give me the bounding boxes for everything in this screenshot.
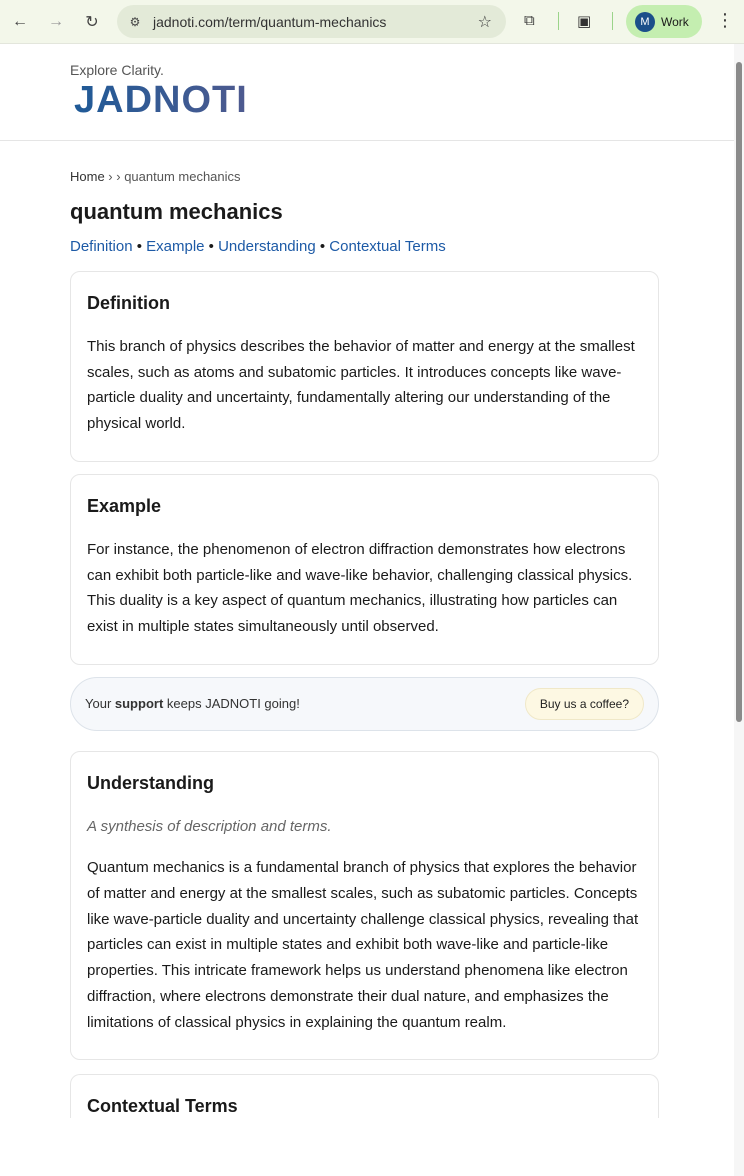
example-card — [70, 474, 659, 665]
support-text — [85, 696, 300, 711]
page-title: quantum mechanics — [70, 199, 283, 224]
example-text: For instance, the phenomenon of electron diffraction demonstrates how electrons can exhibit both particle-like and wave-like behavior, challenging classical physics. This duality is a key aspect of quantum mechanics, illustrating how particles can exist in multiple states simultaneously until observed. — [87, 540, 633, 635]
breadcrumb-home[interactable]: Home — [70, 169, 105, 184]
profile-button[interactable] — [626, 5, 702, 38]
definition-text: This branch of physics describes the behavior of matter and energy at the smallest scales, such as atoms and subatomic particles. It introduces concepts like wave-particle duality and uncertainty, fundamentally altering our understanding of the physical world. — [87, 338, 635, 433]
buy-coffee-button[interactable]: Buy us a coffee? — [525, 688, 644, 720]
site-settings-icon[interactable]: ⚙ — [129, 14, 141, 29]
avatar: M — [635, 12, 655, 32]
profile-label: Work — [661, 14, 689, 29]
toc-sep: • — [132, 238, 147, 255]
definition-heading: Definition — [87, 293, 170, 313]
support-bold: support — [114, 696, 164, 712]
divider — [558, 12, 559, 30]
toc-sep: • — [204, 238, 219, 255]
support-banner — [70, 677, 659, 731]
url-text[interactable]: jadnoti.com/term/quantum-mechanics — [153, 13, 387, 30]
bookmark-star-icon[interactable]: ☆ — [477, 13, 492, 31]
back-icon[interactable]: ← — [12, 12, 28, 30]
toc-example[interactable]: Example — [146, 238, 205, 255]
menu-icon[interactable]: ⋮ — [716, 10, 734, 30]
divider — [612, 12, 613, 30]
forward-icon[interactable]: → — [48, 12, 64, 30]
example-heading: Example — [87, 495, 162, 516]
browser-toolbar — [0, 0, 744, 44]
address-bar[interactable] — [117, 5, 506, 38]
breadcrumb-sep: › › — [104, 169, 125, 184]
site-logo[interactable]: JADNOTI — [74, 79, 744, 121]
toc-sep: • — [315, 238, 330, 255]
breadcrumb-current: quantum mechanics — [124, 169, 241, 184]
understanding-heading: Understanding — [87, 772, 215, 793]
toc-understanding[interactable]: Understanding — [218, 238, 316, 255]
toc-contextual-terms[interactable]: Contextual Terms — [329, 238, 446, 255]
reload-icon[interactable]: ↻ — [85, 13, 99, 31]
support-pre: Your — [85, 696, 115, 712]
understanding-text: Quantum mechanics is a fundamental branch of physics that explores the behavior of matter and energy at the smallest scales, such as subatomic particles. Concepts like wave-particle duality and uncertainty challenge classical physics, revealing that particles can exist in multiple states and exhibit both wave-like and particle-like properties. This intricate framework helps us understand phenomena like electron diffraction, where electrons demonstrate their dual nature, and emphasizes the limitations of classical physics in explaining the quantum realm. — [87, 859, 639, 1031]
understanding-subtitle: A synthesis of description and terms. — [87, 817, 332, 835]
definition-card — [70, 271, 659, 462]
tab-search-icon[interactable]: ▣ — [577, 13, 592, 30]
contextual-terms-card — [70, 1074, 659, 1118]
support-post: keeps JADNOTI going! — [163, 696, 300, 712]
extensions-icon[interactable]: ⧉ — [524, 12, 535, 29]
section-nav — [70, 237, 660, 257]
breadcrumb — [70, 169, 660, 185]
understanding-card — [70, 751, 659, 1061]
toc-definition[interactable]: Definition — [70, 238, 133, 255]
contextual-terms-heading: Contextual Terms — [87, 1096, 238, 1117]
tagline: Explore Clarity. — [70, 62, 164, 78]
scrollbar-thumb[interactable] — [736, 62, 742, 722]
scrollbar[interactable] — [734, 44, 744, 1176]
site-header — [0, 44, 744, 141]
